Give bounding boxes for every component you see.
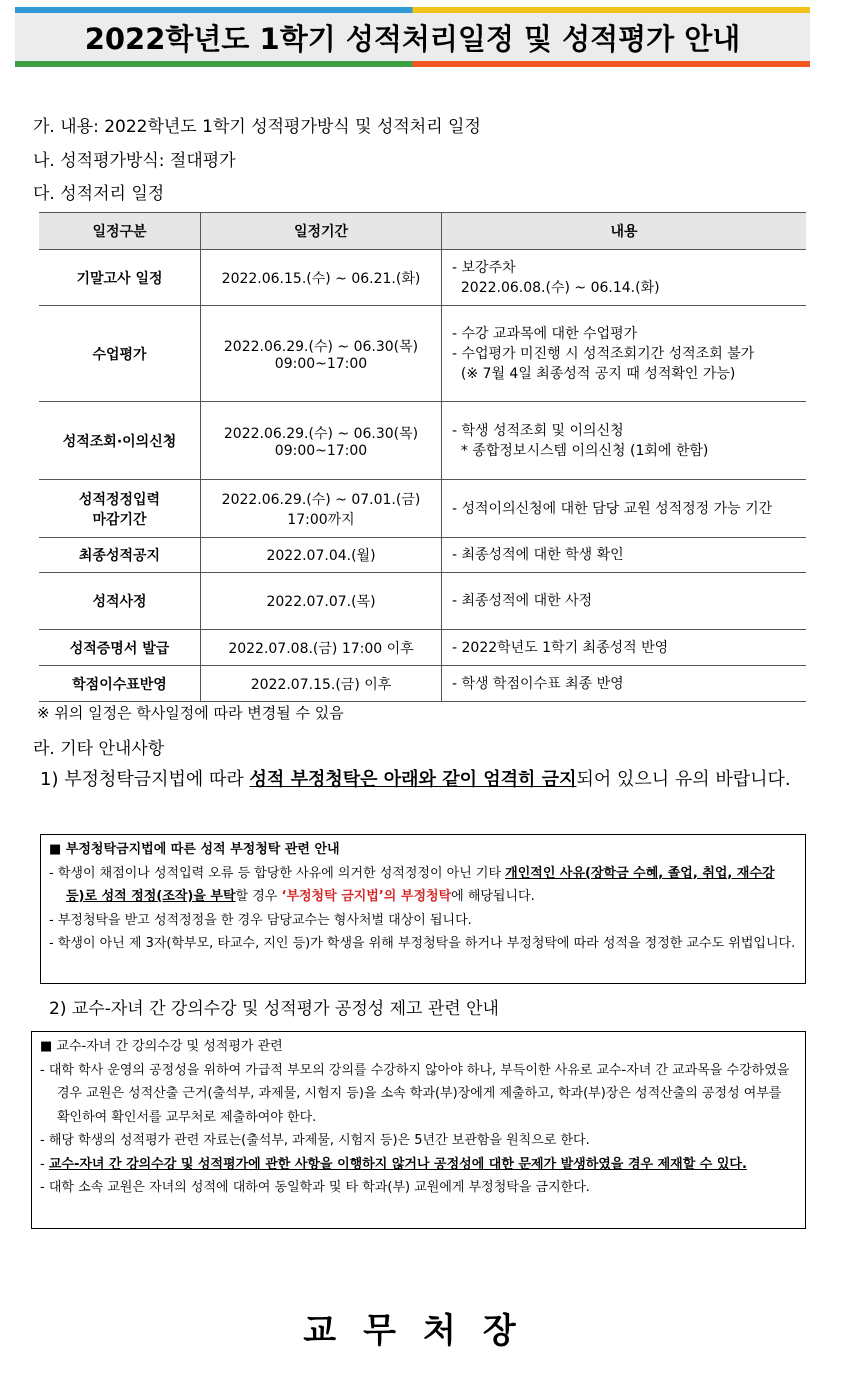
row-period: 2022.06.15.(수) ~ 06.21.(화) bbox=[201, 250, 442, 306]
item-ra: 라. 기타 안내사항 bbox=[33, 739, 165, 759]
professor-child-box bbox=[31, 1031, 806, 1229]
anti-graft-line-1: - 학생이 채점이나 성적입력 오류 등 합당한 사유에 의거한 성적정정이 아닌 기타 개인적인 사유(장학금 수혜, 졸업, 취업, 재수강 등)로 성적 정정(조작)을 부탁할 경우 ‘부정청탁 금지법’의 부정청탁에 해당됩니다. bbox=[49, 865, 775, 904]
row-content: - 학생 학점이수표 최종 반영 bbox=[442, 666, 807, 702]
table-row bbox=[39, 250, 806, 306]
header-content: 내용 bbox=[442, 213, 807, 250]
row-category: 기말고사 일정 bbox=[39, 250, 201, 306]
notice-1-pre: 1) 부정청탁금지법에 따라 bbox=[40, 769, 250, 790]
schedule-table bbox=[39, 212, 806, 702]
row-period: 2022.07.15.(금) 이후 bbox=[201, 666, 442, 702]
row-period: 2022.06.29.(수) ~ 06.30(목) 09:00~17:00 bbox=[201, 402, 442, 480]
signature: 교무처장 bbox=[303, 1311, 543, 1351]
row-content: - 2022학년도 1학기 최종성적 반영 bbox=[442, 630, 807, 666]
item-na: 나. 성적평가방식: 절대평가 bbox=[33, 151, 236, 171]
anti-graft-line-3: - 학생이 아닌 제 3자(학부모, 타교수, 지인 등)가 학생을 위해 부정청탁을 하거나 부정청탁에 따라 성적을 정정한 교수도 위법입니다. bbox=[49, 936, 796, 951]
page-title: 2022학년도 1학기 성적처리일정 및 성적평가 안내 bbox=[84, 21, 741, 56]
table-row bbox=[39, 306, 806, 402]
table-row bbox=[39, 630, 806, 666]
header-period: 일정기간 bbox=[201, 213, 442, 250]
table-header-row bbox=[39, 213, 806, 250]
row-period: 2022.06.29.(수) ~ 07.01.(금) 17:00까지 bbox=[201, 480, 442, 538]
title-banner bbox=[15, 13, 810, 61]
row-content: - 최종성적에 대한 사정 bbox=[442, 573, 807, 630]
notice-1-emphasis: 성적 부정청탁은 아래와 같이 엄격히 금지 bbox=[249, 769, 577, 790]
anti-graft-heading: ■ 부정청탁금지법에 따른 성적 부정청탁 관련 안내 bbox=[49, 842, 340, 857]
row-content: - 보강주차 2022.06.08.(수) ~ 06.14.(화) bbox=[442, 250, 807, 306]
table-row bbox=[39, 573, 806, 630]
row-category: 학점이수표반영 bbox=[39, 666, 201, 702]
professor-child-heading: ■ 교수-자녀 간 강의수강 및 성적평가 관련 bbox=[40, 1039, 283, 1054]
row-period: 2022.07.07.(목) bbox=[201, 573, 442, 630]
table-row bbox=[39, 402, 806, 480]
row-content: - 최종성적에 대한 학생 확인 bbox=[442, 538, 807, 573]
row-category: 성적증명서 발급 bbox=[39, 630, 201, 666]
row-category: 성적조회·이의신청 bbox=[39, 402, 201, 480]
item-ga: 가. 내용: 2022학년도 1학기 성적평가방식 및 성적처리 일정 bbox=[33, 117, 481, 137]
anti-graft-box bbox=[40, 834, 806, 984]
title-bottom-stripe bbox=[15, 61, 810, 67]
row-period: 2022.07.04.(월) bbox=[201, 538, 442, 573]
row-content: - 성적이의신청에 대한 담당 교원 성적정정 가능 기간 bbox=[442, 480, 807, 538]
row-category: 성적사정 bbox=[39, 573, 201, 630]
row-category: 수업평가 bbox=[39, 306, 201, 402]
anti-graft-line-2: - 부정청탁을 받고 성적정정을 한 경우 담당교수는 형사처벌 대상이 됩니다. bbox=[49, 912, 472, 928]
notice-1 bbox=[40, 764, 808, 796]
header-category: 일정구분 bbox=[39, 213, 201, 250]
table-row bbox=[39, 666, 806, 702]
table-row bbox=[39, 480, 806, 538]
row-period: 2022.06.29.(수) ~ 06.30(목) 09:00~17:00 bbox=[201, 306, 442, 402]
professor-child-line-2: - 해당 학생의 성적평가 관련 자료는(출석부, 과제물, 시험지 등)은 5년간 보관함을 원칙으로 한다. bbox=[40, 1133, 590, 1148]
table-row bbox=[39, 538, 806, 573]
item-da: 다. 성적저리 일정 bbox=[33, 184, 165, 204]
row-content: - 학생 성적조회 및 이의신청 * 종합정보시스템 이의신청 (1회에 한함) bbox=[442, 402, 807, 480]
row-period: 2022.07.08.(금) 17:00 이후 bbox=[201, 630, 442, 666]
row-category: 최종성적공지 bbox=[39, 538, 201, 573]
notice-1-post: 되어 있으니 유의 바랍니다. bbox=[576, 769, 791, 790]
professor-child-line-1: - 대학 학사 운영의 공정성을 위하여 가급적 부모의 강의를 수강하지 않아야 하나, 부득이한 사유로 교수-자녀 간 교과목을 수강하였을 경우 교원은 성적산출 근거(출석부, 과제물, 시험지 등)을 소속 학과(부)장에게 제출하고, 학과(부)장은 성적산출의 공정성 여부를 확인하여 확인서를 교무처로 제출하여야 한다. bbox=[40, 1062, 790, 1125]
schedule-note: ※ 위의 일정은 학사일정에 따라 변경될 수 있음 bbox=[37, 704, 344, 722]
professor-child-line-3: - 교수-자녀 간 강의수강 및 성적평가에 관한 사항을 이행하지 않거나 공정성에 대한 문제가 발생하였을 경우 제재할 수 있다. bbox=[40, 1156, 747, 1172]
professor-child-line-4: - 대학 소속 교원은 자녀의 성적에 대하여 동일학과 및 타 학과(부) 교원에게 부정청탁을 금지한다. bbox=[40, 1180, 590, 1195]
notice-2: 2) 교수-자녀 간 강의수강 및 성적평가 공정성 제고 관련 안내 bbox=[49, 999, 499, 1019]
row-content: - 수강 교과목에 대한 수업평가 - 수업평가 미진행 시 성적조회기간 성적조회 불가 (※ 7월 4일 최종성적 공지 때 성적확인 가능) bbox=[442, 306, 807, 402]
row-category: 성적정정입력 마감기간 bbox=[39, 480, 201, 538]
